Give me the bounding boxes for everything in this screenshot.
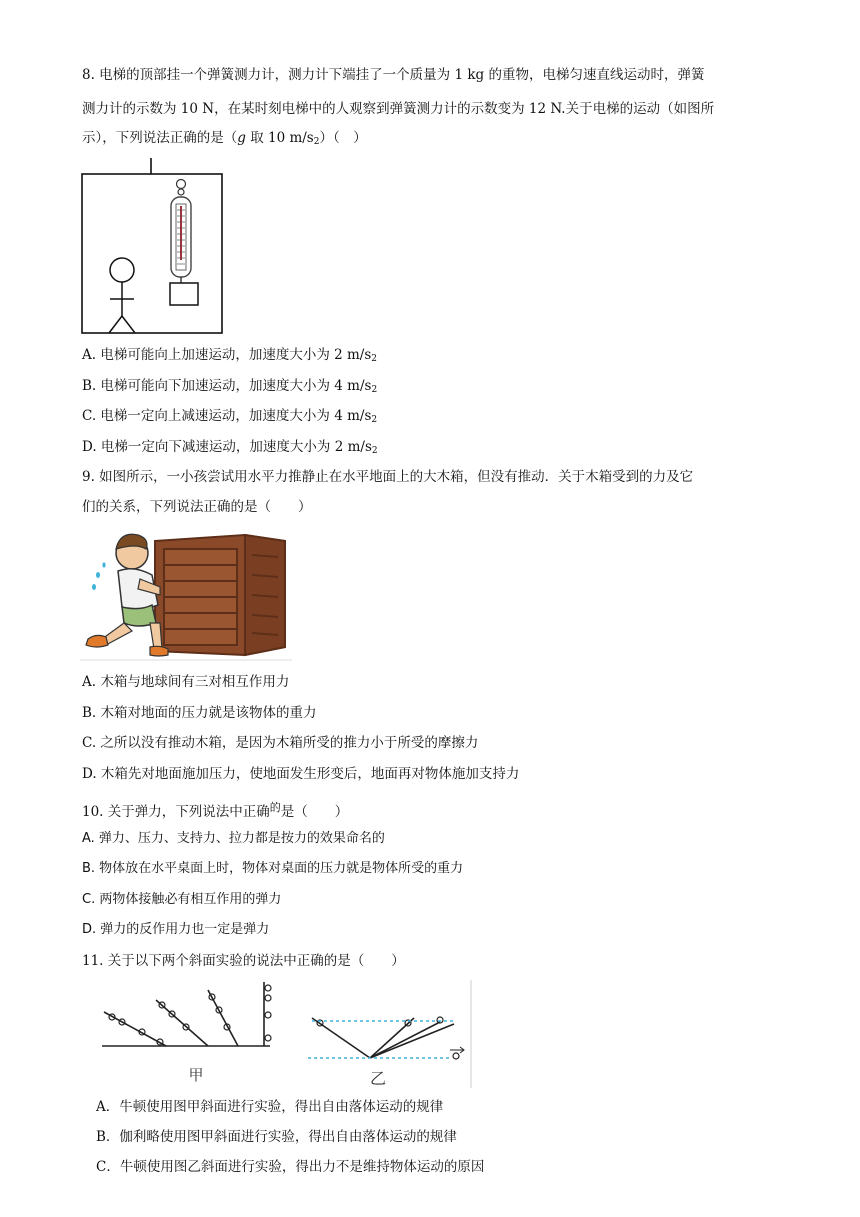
spring-scale — [171, 180, 191, 299]
q9-option-b[interactable]: B. 木箱对地面的压力就是该物体的重力 — [82, 705, 317, 721]
q8-g-value: 取 10 m/s — [245, 130, 314, 146]
q11-option-b[interactable]: B．伽利略使用图甲斜面进行实验，得出自由落体运动的规律 — [96, 1129, 457, 1145]
hanging-weight — [170, 283, 198, 305]
q9-option-c[interactable]: C. 之所以没有推动木箱，是因为木箱所受的推力小于所受的摩擦力 — [82, 735, 479, 751]
child-pushing-crate-figure — [80, 527, 295, 664]
wooden-crate-illustration — [155, 535, 285, 655]
q8-answer-bracket: ）（ ） — [319, 130, 367, 146]
q8-stem-line2: 测力计的示数为 10 N，在某时刻电梯中的人观察到弹簧测力计的示数变为 12 N.关于电梯的运动（如图所 — [82, 101, 715, 117]
figure-yi-label: 乙 — [369, 1069, 387, 1088]
q8-option-b[interactable]: B. 电梯可能向下加速运动，加速度大小为 4 $m/s_2$ — [82, 378, 378, 395]
q11-stem: 11. 关于以下两个斜面实验的说法中正确的是（ ） — [82, 953, 405, 969]
q10-option-a[interactable]: A. 弹力、压力、支持力、拉力都是按力的效果命名的 — [82, 831, 385, 846]
elevator-figure — [80, 158, 225, 336]
q10-stem-superscript-char: 的 — [269, 801, 281, 814]
inclined-plane-figures — [98, 980, 476, 1088]
q8-option-a[interactable]: A. 电梯可能向上加速运动，加速度大小为 2 $m/s_2$ — [82, 347, 378, 364]
figure-jia-label: 甲 — [188, 1066, 204, 1084]
q11-option-c[interactable]: C．牛顿使用图乙斜面进行实验，得出力不是维持物体运动的原因 — [96, 1159, 485, 1175]
q10-option-b[interactable]: B. 物体放在水平桌面上时，物体对桌面的压力就是物体所受的重力 — [82, 861, 464, 876]
q8-option-d[interactable]: D. 电梯一定向下减速运动，加速度大小为 2 $m/s_2$ — [82, 439, 378, 456]
q8-stem-line1: 8. 电梯的顶部挂一个弹簧测力计，测力计下端挂了一个质量为 1 kg 的重物，电梯匀速直线运动时，弹簧 — [82, 67, 705, 83]
q8-g-symbol: g — [237, 130, 246, 146]
q8-g-unit-exponent: 2 — [313, 137, 320, 147]
q10-option-d[interactable]: D. 弹力的反作用力也一定是弹力 — [82, 922, 270, 937]
person-stick-figure — [109, 258, 135, 333]
q10-option-c[interactable]: C. 两物体接触必有相互作用的弹力 — [82, 892, 282, 907]
q9-option-a[interactable]: A. 木箱与地球间有三对相互作用力 — [82, 674, 290, 690]
q9-stem-line2: 们的关系，下列说法正确的是（ ） — [82, 499, 312, 515]
q9-option-d[interactable]: D. 木箱先对地面施加压力，使地面发生形变后，地面再对物体施加支持力 — [82, 766, 520, 782]
q8-option-c[interactable]: C. 电梯一定向上减速运动，加速度大小为 4 $m/s_2$ — [82, 408, 378, 425]
figure-jia-inclines — [102, 982, 271, 1046]
q8-stem-text: 示），下列说法正确的是（ — [82, 130, 238, 146]
q8-stem-line3 — [82, 129, 367, 151]
q9-stem-line1: 9. 如图所示，一小孩尝试用水平力推静止在水平地面上的大木箱，但没有推动．关于木箱受到的力及它 — [82, 469, 694, 485]
q10-stem: 10. 关于弹力，下列说法中正确$^的$是（ ） — [82, 801, 349, 820]
figure-yi-inclines — [312, 1017, 464, 1059]
elevator-car — [82, 174, 222, 333]
q11-option-a[interactable]: A．牛顿使用图甲斜面进行实验，得出自由落体运动的规律 — [96, 1099, 444, 1115]
